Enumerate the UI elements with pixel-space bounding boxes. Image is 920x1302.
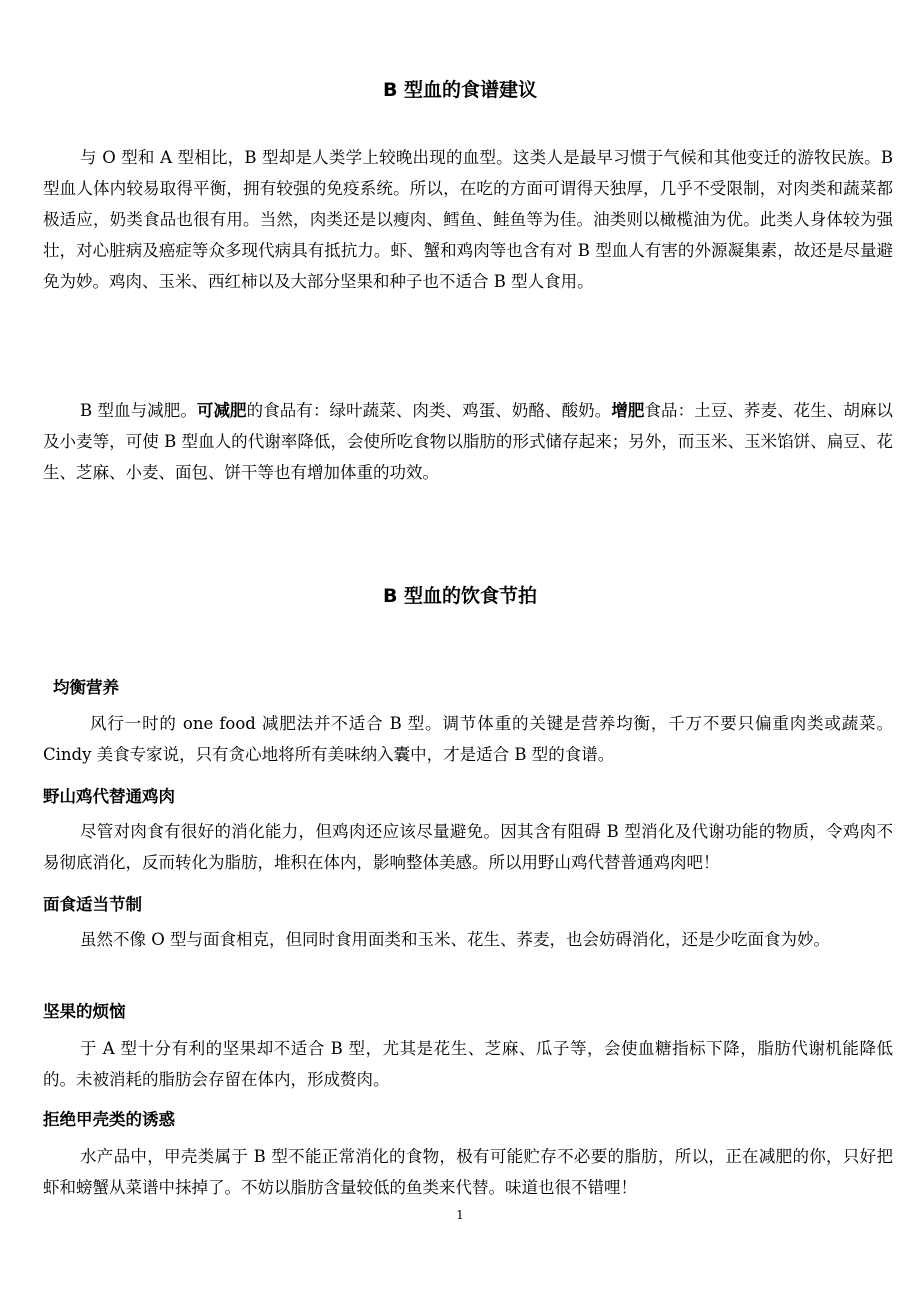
section-heading: 野山鸡代替通鸡肉 (43, 787, 175, 806)
title-recipe-advice: B 型血的食谱建议 (382, 79, 538, 101)
section-body: 水产品中，甲壳类属于 B 型不能正常消化的食物，极有可能贮存不必要的脂肪，所以，正在减肥的你，只好把虾和螃蟹从菜谱中抹掉了。不妨以脂肪含量较低的鱼类来代替。味道也很不错哩！ (43, 1147, 893, 1197)
title-diet-rhythm: B 型血的饮食节拍 (382, 585, 538, 607)
gain-weight-label: 增肥 (611, 401, 645, 420)
section-body: 风行一时的 one food 减肥法并不适合 B 型。调节体重的关键是营养均衡，千万不要只偏重肉类或蔬菜。Cindy 美食专家说，只有贪心地将所有美味纳入囊中，才是适合 B 型的食谱。 (43, 714, 893, 764)
gain-weight-text: 食品：土豆、荞麦、花生、胡麻以及小麦等，可使 B 型血人的代谢率降低，会使所吃食物以脂肪的形式储存起来；另外，而玉米、玉米馅饼、扁豆、花生、芝麻、小麦、面包、饼干等也有增加体重的功效。 (43, 401, 894, 482)
section-heading: 均衡营养 (53, 678, 119, 697)
intro-paragraph: 与 O 型和 A 型相比，B 型却是人类学上较晚出现的血型。这类人是最早习惯于气候和其他变迁的游牧民族。B 型血人体内较易取得平衡，拥有较强的免疫系统。所以，在吃的方面可谓得天独厚，几乎不受限制，对肉类和蔬菜都极适应，奶类食品也很有用。当然，肉类还是以瘦肉、鳕鱼、鲑鱼等为佳。油类则以橄榄油为优。此类人身体较为强壮，对心脏病及癌症等众多现代病具有抵抗力。虾、蟹和鸡肉等也含有对 B 型血人有害的外源凝集素，故还是尽量避免为妙。鸡肉、玉米、西红柿以及大部分坚果和种子也不适合 B 型人食用。 (43, 148, 893, 291)
section-body: 虽然不像 O 型与面食相克，但同时食用面类和玉米、花生、荞麦，也会妨碍消化，还是少吃面食为妙。 (80, 930, 831, 949)
section-body: 尽管对肉食有很好的消化能力，但鸡肉还应该尽量避免。因其含有阻碍 B 型消化及代谢功能的物质，令鸡肉不易彻底消化，反而转化为脂肪，堆积在体内，影响整体美感。所以用野山鸡代替普通鸡肉吧！ (43, 822, 893, 872)
section-heading: 拒绝甲壳类的诱惑 (43, 1110, 175, 1129)
lose-weight-label: 可减肥 (196, 401, 247, 420)
section-body: 于 A 型十分有利的坚果却不适合 B 型，尤其是花生、芝麻、瓜子等，会使血糖指标下降，脂肪代谢机能降低的。未被消耗的脂肪会存留在体内，形成赘肉。 (43, 1039, 893, 1089)
diet-paragraph (43, 395, 893, 488)
diet-lead: B 型血与减肥。 (80, 401, 197, 420)
page-number: 1 (456, 1208, 464, 1222)
section-heading: 坚果的烦恼 (43, 1002, 126, 1021)
lose-weight-text: 的食品有：绿叶蔬菜、肉类、鸡蛋、奶酪、酸奶。 (246, 401, 612, 420)
section-heading: 面食适当节制 (43, 895, 142, 914)
